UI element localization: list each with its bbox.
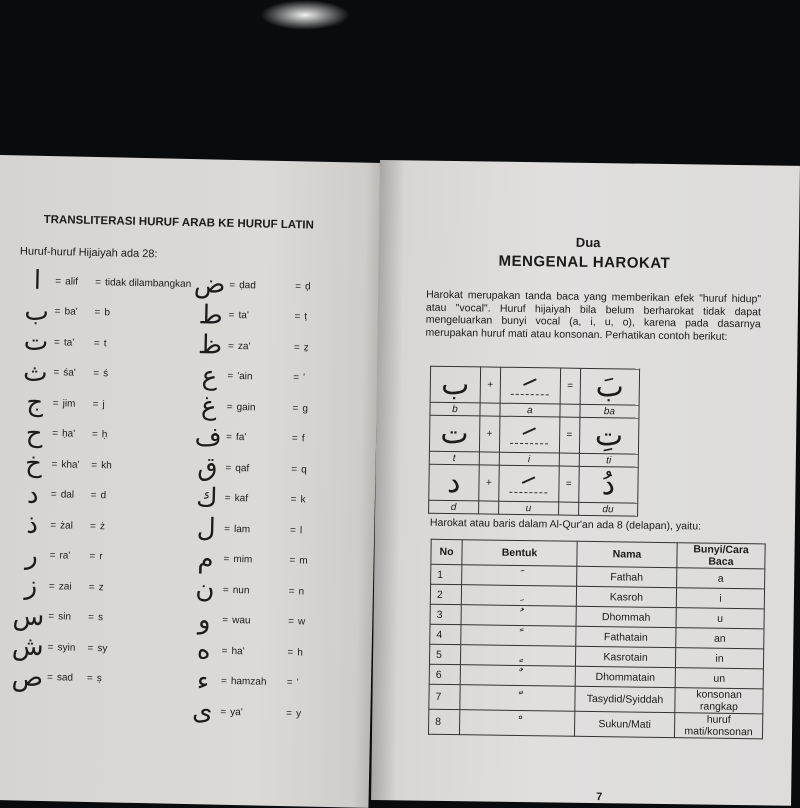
letter-name: dal — [60, 489, 75, 501]
latin-equivalent: t — [103, 337, 107, 349]
latin-equivalent: ṣ — [96, 673, 102, 685]
equals-sign: = — [293, 341, 300, 353]
letter-row — [193, 452, 307, 484]
letter-row — [192, 513, 303, 545]
light-glare — [260, 0, 350, 30]
equals-sign: = — [50, 489, 57, 501]
harokat-form: ُ — [461, 605, 576, 627]
equals-sign: = — [87, 642, 94, 654]
page-title: TRANSLITERASI HURUF ARAB KE HURUF LATIN — [43, 213, 314, 232]
harokat-form: ِ — [461, 585, 576, 607]
arabic-letter: ر — [25, 540, 39, 571]
letter-name: ḍad — [239, 279, 256, 291]
harokat-table — [428, 539, 766, 740]
plus-sign: + — [478, 465, 499, 501]
arabic-letter: ب — [24, 296, 50, 327]
row-number: 4 — [430, 624, 461, 644]
latin-equivalent: ' — [302, 372, 306, 384]
equals-sign: = — [95, 276, 102, 288]
chapter-label: Dua — [575, 234, 601, 251]
arabic-letter: س — [12, 600, 45, 632]
harokat-sound: u — [676, 608, 764, 629]
equals-sign: = — [53, 367, 60, 379]
latin-equivalent: r — [99, 551, 103, 563]
chapter-title: MENGENAL HAROKAT — [498, 252, 671, 273]
equals-sign: = — [89, 550, 96, 563]
equals-sign: = — [47, 641, 54, 653]
harokat-sound: huruf mati/konsonan — [674, 713, 762, 739]
equals-sign: = — [49, 550, 56, 562]
harokat-label: i — [499, 452, 559, 466]
equals-sign: = — [86, 672, 93, 685]
latin-equivalent: ' — [296, 677, 299, 689]
letter-row — [17, 540, 103, 572]
arabic-letter: ش — [11, 631, 45, 663]
harokat-intro: Harokat atau baris dalam Al-Qur'an ada 8 (delapan), yaitu: — [429, 516, 702, 533]
equals-sign: = — [286, 707, 293, 719]
arabic-letter: ت — [23, 326, 49, 358]
letter-name: sin — [58, 611, 72, 623]
equals-sign: = — [225, 462, 232, 474]
letter-row — [12, 600, 104, 633]
arabic-letter: ذ — [26, 509, 39, 540]
page-subtitle: Huruf-huruf Hijaiyah ada 28: — [19, 245, 158, 261]
letter-name: syin — [57, 641, 76, 654]
latin-equivalent: n — [298, 585, 305, 597]
equals-sign: = — [91, 459, 98, 471]
equals-sign: = — [88, 581, 95, 593]
example-row — [430, 366, 639, 405]
letter-row — [196, 330, 309, 362]
equals-sign: = — [221, 645, 228, 657]
arabic-letter: ز — [24, 570, 38, 601]
equals-sign: = — [93, 337, 100, 349]
harokat-name: Fathah — [577, 566, 677, 587]
example-row — [429, 464, 638, 503]
letter-label: b — [430, 402, 480, 416]
arabic-letter: م — [197, 543, 214, 575]
harokat-form: ً — [461, 625, 576, 647]
harokat-sound: konsonan rangkap — [675, 688, 763, 714]
left-page — [0, 155, 382, 808]
harokat-label: a — [500, 403, 560, 417]
example-letter: ب — [430, 366, 480, 403]
latin-equivalent: sy — [97, 642, 108, 654]
equals-sign: = — [220, 675, 227, 687]
arabic-letter: ه — [196, 635, 211, 666]
latin-equivalent: ż — [99, 520, 106, 532]
harokat-form: ٍ — [460, 645, 575, 667]
row-number: 1 — [431, 564, 462, 584]
equals-sign: = — [292, 402, 299, 414]
equals-sign: = — [558, 466, 579, 502]
arabic-letter: ن — [195, 574, 215, 605]
harokat-name: Dhommatain — [575, 666, 675, 687]
equals-sign: = — [94, 307, 101, 319]
letter-row — [193, 483, 306, 515]
letter-name: jim — [62, 397, 76, 410]
latin-equivalent: kh — [101, 459, 112, 471]
harokat-sound: un — [675, 668, 763, 689]
equals-sign: = — [93, 368, 100, 380]
letter-row — [22, 327, 107, 359]
equals-sign: = — [55, 275, 62, 287]
harokat-mark — [500, 367, 560, 404]
equals-sign: = — [289, 555, 296, 567]
letter-row — [196, 300, 307, 332]
arabic-letter: غ — [200, 391, 217, 422]
harokat-name: Dhommah — [576, 606, 676, 627]
letter-name: hamzah — [230, 675, 267, 688]
equals-sign: = — [222, 584, 229, 596]
letter-row — [21, 357, 108, 389]
letter-name: żal — [59, 519, 74, 532]
equals-sign: = — [559, 417, 580, 453]
example-result: تِ — [579, 417, 639, 454]
letter-name: qaf — [235, 462, 250, 474]
equals-sign: = — [226, 401, 233, 413]
equals-sign: = — [88, 611, 95, 624]
letter-row — [191, 574, 305, 606]
example-letter: د — [429, 464, 479, 501]
row-number: 5 — [429, 644, 460, 664]
latin-equivalent: tidak dilambangkan — [104, 276, 192, 290]
row-number: 7 — [429, 684, 460, 709]
letter-row — [11, 661, 102, 694]
equals-sign: = — [51, 458, 58, 470]
harokat-name: Sukun/Mati — [574, 711, 674, 737]
latin-equivalent: q — [301, 463, 307, 475]
latin-equivalent: w — [297, 616, 306, 628]
arabic-letter: ق — [197, 452, 218, 483]
latin-equivalent: g — [302, 402, 309, 415]
letter-row — [19, 479, 107, 511]
letter-name: za' — [237, 340, 251, 352]
equals-sign: = — [223, 553, 230, 565]
letter-name: nun — [232, 584, 250, 596]
harokat-name: Kasroh — [576, 586, 676, 607]
intro-paragraph: Harokat merupakan tanda baca yang memberikan efek "huruf hidup" atau "vocal". Huruf hijaiyah bila belum berharokat tidak dapat mengeluarkan bunyi vocal (a, i, u, o), karena pada dasarnya merupakan huruf mati atau konsonan. Perhatikan contoh berikut: — [425, 288, 762, 343]
latin-equivalent: z — [98, 581, 104, 593]
header-bentuk: Bentuk — [462, 540, 577, 567]
row-number: 2 — [430, 584, 461, 604]
letter-row — [193, 269, 311, 301]
letter-name: kha' — [61, 458, 80, 471]
harokat-form: ّ — [460, 685, 575, 712]
equals-sign: = — [48, 580, 55, 592]
letter-name: kaf — [234, 492, 249, 505]
equals-sign: = — [291, 433, 298, 445]
letter-name: ra' — [59, 550, 71, 562]
equals-sign: = — [224, 523, 231, 535]
letter-row — [188, 696, 301, 728]
equals-sign: = — [289, 524, 297, 536]
equals-sign: = — [46, 672, 54, 684]
example-result: دُ — [579, 466, 639, 503]
arabic-letter: ا — [33, 265, 42, 296]
plus-sign: + — [480, 367, 501, 403]
latin-equivalent: k — [300, 494, 306, 506]
arabic-letter: ث — [22, 357, 49, 388]
letter-name: mim — [233, 553, 253, 566]
equals-sign: = — [52, 397, 59, 409]
arabic-letter: ط — [198, 299, 224, 331]
arabic-letter: ح — [25, 418, 43, 449]
arabic-letter: ك — [195, 482, 218, 514]
plus-sign: + — [479, 416, 500, 452]
letter-row — [23, 266, 191, 300]
letter-name: ḥa' — [61, 428, 76, 440]
latin-equivalent: ḥ — [101, 429, 108, 441]
arabic-letter: خ — [24, 448, 43, 479]
equals-sign: = — [560, 368, 581, 404]
latin-equivalent: d — [100, 490, 107, 502]
letter-label: t — [429, 451, 479, 465]
table-row — [428, 709, 762, 739]
arabic-letter: ض — [193, 269, 226, 300]
letter-row — [191, 544, 308, 576]
equals-sign: = — [288, 616, 295, 628]
equals-sign: = — [48, 611, 55, 623]
letter-row — [189, 635, 303, 667]
right-page — [371, 160, 800, 806]
arabic-letter: ج — [26, 387, 44, 418]
harokat-name: Kasrotain — [575, 646, 675, 667]
arabic-letter: ل — [196, 513, 216, 544]
latin-equivalent: f — [301, 433, 305, 445]
letter-name: ya' — [230, 706, 243, 718]
latin-equivalent: m — [299, 555, 308, 567]
result-label: du — [578, 502, 637, 516]
letter-row — [195, 361, 305, 393]
equals-sign: = — [224, 492, 231, 504]
letter-row — [21, 387, 106, 419]
latin-equivalent: l — [299, 524, 303, 536]
arabic-letter: ظ — [197, 330, 223, 361]
letter-row — [20, 418, 108, 450]
equals-sign: = — [227, 370, 234, 382]
equals-sign: = — [90, 489, 97, 502]
header-no: No — [431, 539, 462, 564]
latin-equivalent: s — [97, 612, 104, 624]
latin-equivalent: b — [104, 307, 111, 319]
letter-row — [17, 570, 104, 602]
letter-name: alif — [65, 275, 79, 288]
arabic-letter: ع — [201, 360, 218, 392]
equals-sign: = — [92, 398, 99, 410]
harokat-form: َ — [462, 565, 577, 587]
letter-name: wau — [232, 614, 251, 627]
equals-sign: = — [293, 372, 300, 384]
letter-row — [189, 666, 299, 698]
letter-name: ta' — [238, 310, 249, 322]
header-nama: Nama — [577, 541, 677, 567]
header-bunyi: Bunyi/Cara Baca — [677, 543, 765, 569]
harokat-mark — [499, 416, 559, 453]
equals-sign: = — [53, 336, 61, 348]
equals-sign: = — [295, 280, 302, 292]
page-number: 7 — [596, 791, 603, 804]
example-table — [428, 366, 640, 517]
arabic-letter: ص — [11, 661, 44, 693]
result-label: ti — [579, 453, 638, 467]
equals-sign: = — [287, 646, 294, 658]
latin-equivalent: ṭ — [304, 311, 308, 323]
harokat-label: u — [498, 501, 558, 515]
letter-name: gain — [236, 401, 256, 413]
letter-name: 'ain — [237, 371, 253, 383]
harokat-sound: i — [676, 588, 764, 609]
example-letter: ت — [429, 415, 479, 452]
harokat-form: ْ — [459, 710, 574, 737]
equals-sign: = — [291, 463, 298, 475]
harokat-form: ٌ — [460, 665, 575, 687]
letter-row — [11, 631, 108, 663]
letter-name: ta' — [63, 336, 75, 349]
equals-sign: = — [227, 340, 235, 352]
letter-row — [19, 448, 112, 480]
arabic-letter: و — [197, 604, 211, 636]
letter-name: fa' — [235, 432, 247, 444]
equals-sign: = — [222, 614, 229, 626]
row-number: 6 — [429, 664, 460, 684]
equals-sign: = — [229, 279, 236, 291]
equals-sign: = — [288, 585, 295, 597]
example-row — [429, 415, 638, 454]
equals-sign: = — [89, 520, 97, 532]
equals-sign: = — [220, 706, 227, 718]
result-label: ba — [580, 404, 639, 418]
equals-sign: = — [226, 431, 233, 443]
letter-name: ha' — [231, 645, 245, 657]
latin-equivalent: ẓ — [303, 341, 309, 354]
letter-row — [190, 605, 306, 637]
letter-name: zai — [58, 580, 72, 593]
equals-sign: = — [228, 309, 235, 321]
equals-sign: = — [286, 677, 293, 689]
equals-sign: = — [91, 428, 98, 441]
equals-sign: = — [290, 494, 297, 506]
harokat-sound: a — [677, 568, 765, 589]
example-result: بَ — [580, 368, 640, 405]
equals-sign: = — [54, 306, 61, 318]
letter-name: lam — [233, 523, 251, 535]
letter-row — [22, 296, 110, 328]
harokat-mark — [499, 465, 559, 502]
letter-row — [194, 422, 305, 454]
harokat-name: Fathatain — [576, 626, 676, 647]
equals-sign: = — [294, 311, 301, 323]
latin-equivalent: h — [297, 646, 304, 658]
letter-name: śa' — [63, 367, 76, 379]
latin-equivalent: j — [102, 398, 105, 410]
equals-sign: = — [52, 428, 59, 440]
row-number: 3 — [430, 604, 461, 624]
example-label-row — [429, 500, 638, 516]
letter-name: ba' — [64, 306, 78, 318]
latin-equivalent: ś — [103, 368, 109, 380]
row-number: 8 — [428, 709, 459, 734]
harokat-sound: an — [676, 628, 764, 649]
letter-row — [18, 509, 105, 541]
letter-row — [194, 391, 308, 423]
harokat-name: Tasydid/Syiddah — [575, 686, 675, 712]
letter-name: sad — [56, 672, 74, 684]
harokat-sound: in — [675, 648, 763, 669]
arabic-letter: د — [26, 479, 39, 510]
arabic-letter: ف — [194, 421, 222, 453]
arabic-letter: ى — [191, 696, 213, 727]
arabic-letter: ء — [196, 665, 210, 696]
latin-equivalent: y — [295, 707, 302, 719]
equals-sign: = — [50, 519, 57, 531]
letter-label: d — [429, 500, 479, 514]
latin-equivalent: ḍ — [304, 280, 311, 293]
